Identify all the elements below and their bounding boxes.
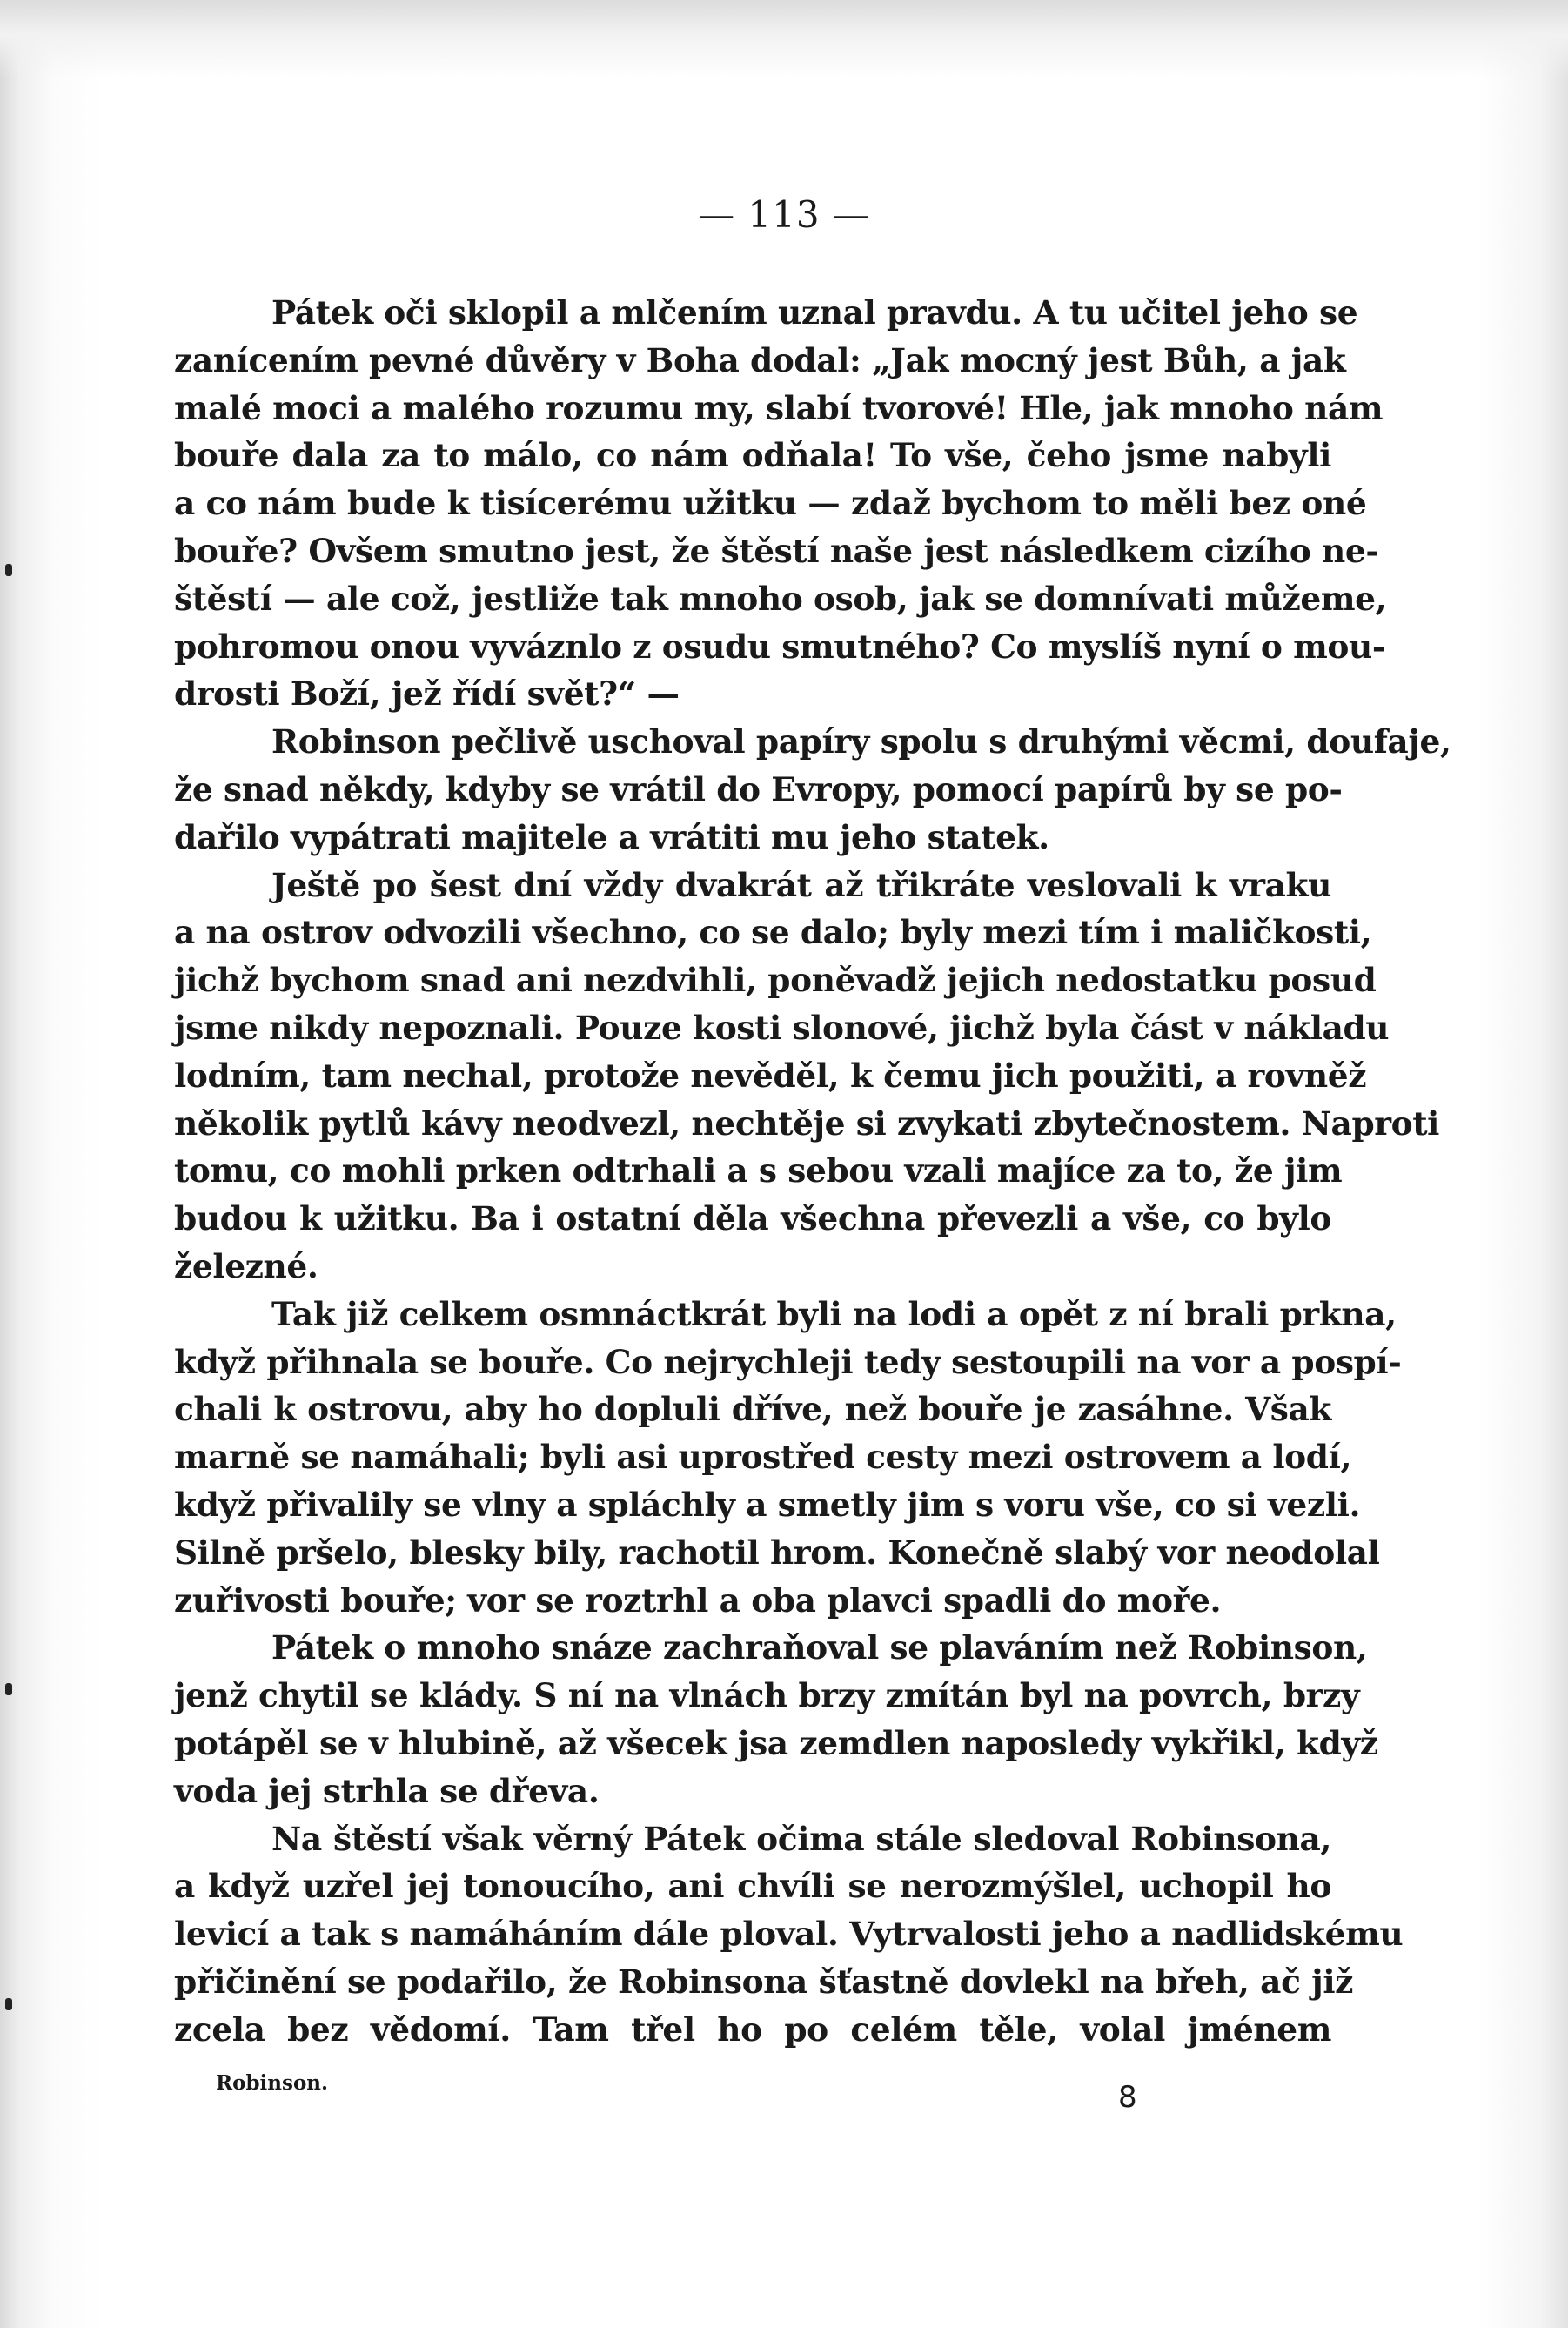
text-line: bouře dala za to málo, co nám odňala! To vše, čeho jsme nabyli (174, 436, 1331, 475)
text-line: několik pytlů kávy neodvezl, nechtěje si zvykati zbytečnostem. Naproti (174, 1104, 1440, 1143)
text-line: drosti Boží, jež řídí svět?“ — (174, 674, 680, 714)
text-line: a na ostrov odvozili všechno, co se dalo; byly mezi tím i maličkosti, (174, 913, 1372, 952)
text-line: bouře? Ovšem smutno jest, že štěstí naše jest následkem cizího ne- (174, 531, 1379, 570)
text-line: a když uzřel jej tonoucího, ani chvíli se nerozmýšlel, uchopil ho (174, 1867, 1331, 1906)
text-line: železné. (174, 1246, 318, 1285)
text-line: Na štěstí však věrný Pátek očima stále sledoval Robinsona, (271, 1819, 1331, 1858)
text-line: a co nám bude k tisícerému užitku — zdaž bychom to měli bez oné (174, 484, 1367, 523)
text-line: když přivalily se vlny a spláchly a smetly jim s voru vše, co si vezli. (174, 1485, 1361, 1524)
text-line: budou k užitku. Ba i ostatní děla všechna převezli a vše, co bylo (174, 1199, 1331, 1238)
text-line: potápěl se v hlubině, až všecek jsa zemdlen naposledy vykřikl, když (174, 1723, 1378, 1762)
text-line: zcela bez vědomí. Tam třel ho po celém těle, volal jménem (174, 2009, 1331, 2049)
text-line: zanícením pevné důvěry v Boha dodal: „Jak mocný jest Bůh, a jak (174, 340, 1346, 379)
edge-mark (5, 1998, 12, 2010)
text-line: marně se namáhali; byli asi uprostřed cesty mezi ostrovem a lodí, (174, 1438, 1352, 1477)
text-line: jsme nikdy nepoznali. Pouze kosti slonové, jichž byla část v nákladu (174, 1008, 1390, 1047)
text-line: Pátek oči sklopil a mlčením uznal pravdu. A tu učitel jeho se (271, 293, 1358, 332)
edge-mark (5, 564, 12, 576)
text-line: lodním, tam nechal, protože nevěděl, k čemu jich použiti, a rovněž (174, 1056, 1367, 1095)
text-line: levicí a tak s namáháním dále ploval. Vytrvalosti jeho a nadlidskému (174, 1915, 1404, 1954)
text-line: voda jej strhla se dřeva. (174, 1771, 600, 1810)
text-line: malé moci a malého rozumu my, slabí tvorové! Hle, jak mnoho nám (174, 388, 1384, 427)
text-line: když přihnala se bouře. Co nejrychleji tedy sestoupili na vor a pospí- (174, 1342, 1402, 1381)
text-line: Robinson pečlivě uschoval papíry spolu s druhými věcmi, doufaje, (271, 722, 1451, 761)
text-line: jenž chytil se klády. S ní na vlnách brzy zmítán byl na povrch, brzy (174, 1676, 1360, 1715)
text-line: že snad někdy, kdyby se vrátil do Evropy, pomocí papírů by se po- (174, 769, 1343, 808)
text-line: tomu, co mohli prken odtrhali a s sebou vzali majíce za to, že jim (174, 1151, 1343, 1191)
text-line: štěstí — ale což, jestliže tak mnoho osob, jak se domnívati můžeme, (174, 579, 1387, 618)
body-text (174, 289, 1451, 2053)
text-line: Tak již celkem osmnáctkrát byli na lodi a opět z ní brali prkna, (271, 1294, 1397, 1333)
text-line: chali k ostrovu, aby ho dopluli dříve, než bouře je zasáhne. Však (174, 1390, 1331, 1429)
text-line: dařilo vypátrati majitele a vrátiti mu jeho statek. (174, 817, 1049, 856)
text-line: Silně pršelo, blesky bily, rachotil hrom. Konečně slabý vor neodolal (174, 1533, 1380, 1572)
text-line: Ještě po šest dní vždy dvakrát až třikráte veslovali k vraku (271, 865, 1331, 904)
sheet-number: 8 (1118, 2080, 1137, 2115)
page-number-header: — 113 — (698, 193, 870, 236)
edge-mark (5, 1683, 12, 1695)
text-line: zuřivosti bouře; vor se roztrhl a oba plavci spadli do moře. (174, 1580, 1222, 1620)
signature-mark: Robinson. (216, 2071, 329, 2095)
text-line: Pátek o mnoho snáze zachraňoval se plaváním než Robinson, (271, 1628, 1368, 1667)
text-line: jichž bychom snad ani nezdvihli, poněvadž jejich nedostatku posud (174, 961, 1377, 1000)
text-line: pohromou onou vyváznlo z osudu smutného? Co myslíš nyní o mou- (174, 627, 1386, 666)
text-line: přičinění se podařilo, že Robinsona šťastně dovlekl na břeh, ač již (174, 1962, 1354, 2001)
